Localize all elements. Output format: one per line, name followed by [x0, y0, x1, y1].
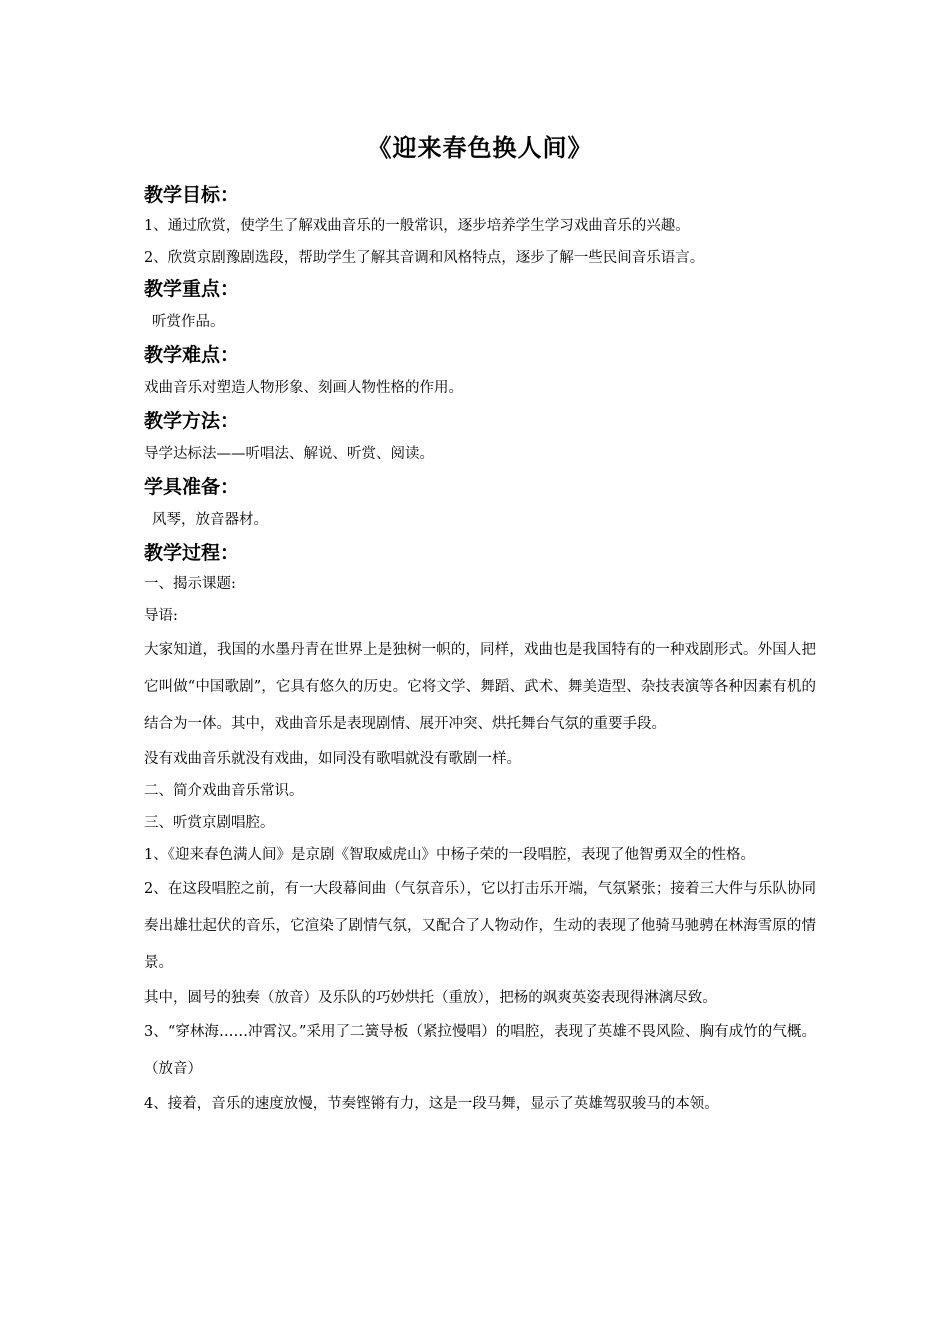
- process-step-2: 二、简介戏曲音乐常识。: [144, 783, 304, 799]
- difficulties-heading: 教学难点：: [144, 344, 240, 366]
- process-intro-label: 导语:: [144, 608, 178, 624]
- process-paragraph-horn: 其中，圆号的独奏（放音）及乐队的巧妙烘托（重放），把杨的飒爽英姿表现得淋漓尽致。: [144, 990, 717, 1006]
- goals-heading: 教学目标：: [144, 184, 240, 206]
- process-step-3: 三、听赏京剧唱腔。: [144, 815, 275, 831]
- process-item-1: 1、《迎来春色满人间》是京剧《智取威虎山》中杨子荣的一段唱腔，表现了他智勇双全的性格。: [144, 847, 755, 863]
- key-points-heading: 教学重点：: [144, 278, 240, 300]
- document-title: 《迎来春色换人间》: [367, 134, 593, 162]
- document-page: [144, 130, 816, 1120]
- materials-text: 风琴，放音器材。: [152, 512, 268, 528]
- materials-heading: 学具准备：: [144, 476, 240, 498]
- process-step-1: 一、揭示课题:: [144, 576, 236, 592]
- methods-heading: 教学方法：: [144, 410, 240, 432]
- process-intro-paragraph: 大家知道，我国的水墨丹青在世界上是独树一帜的，同样，戏曲也是我国特有的一种戏剧形式。外国人把它叫做“中国歌剧”，它具有悠久的历史。它将文学、舞蹈、武术、舞美造型、杂技表演等各种因素有机的结合为一体。其中，戏曲音乐是表现剧情、展开冲突、烘托舞台气氛的重要手段。: [144, 642, 816, 732]
- process-item-2: 2、在这段唱腔之前，有一大段幕间曲（气氛音乐），它以打击乐开端，气氛紧张；接着三大件与乐队协同奏出雄壮起伏的音乐，它渲染了剧情气氛，又配合了人物动作，生动的表现了他骑马驰骋在林海雪原的情景。: [144, 881, 816, 971]
- process-item-4: 4、接着，音乐的速度放慢，节奏铿锵有力，这是一段马舞，显示了英雄驾驭骏马的本领。: [144, 1096, 719, 1112]
- methods-text: 导学达标法——听唱法、解说、听赏、阅读。: [144, 446, 434, 462]
- key-points-text: 听赏作品。: [152, 314, 225, 330]
- process-item-3: 3、“穿林海……冲霄汉。”采用了二簧导板（紧拉慢唱）的唱腔，表现了英雄不畏风险、胸有成竹的气概。（放音）: [144, 1024, 816, 1077]
- process-paragraph-4: 没有戏曲音乐就没有戏曲，如同没有歌唱就没有歌剧一样。: [144, 751, 521, 767]
- process-heading: 教学过程：: [144, 542, 240, 564]
- difficulties-text: 戏曲音乐对塑造人物形象、刻画人物性格的作用。: [144, 380, 463, 396]
- goal-item-1: 1、通过欣赏，使学生了解戏曲音乐的一般常识，逐步培养学生学习戏曲音乐的兴趣。: [144, 218, 690, 234]
- goal-item-2: 2、欣赏京剧豫剧选段，帮助学生了解其音调和风格特点，逐步了解一些民间音乐语言。: [144, 250, 705, 266]
